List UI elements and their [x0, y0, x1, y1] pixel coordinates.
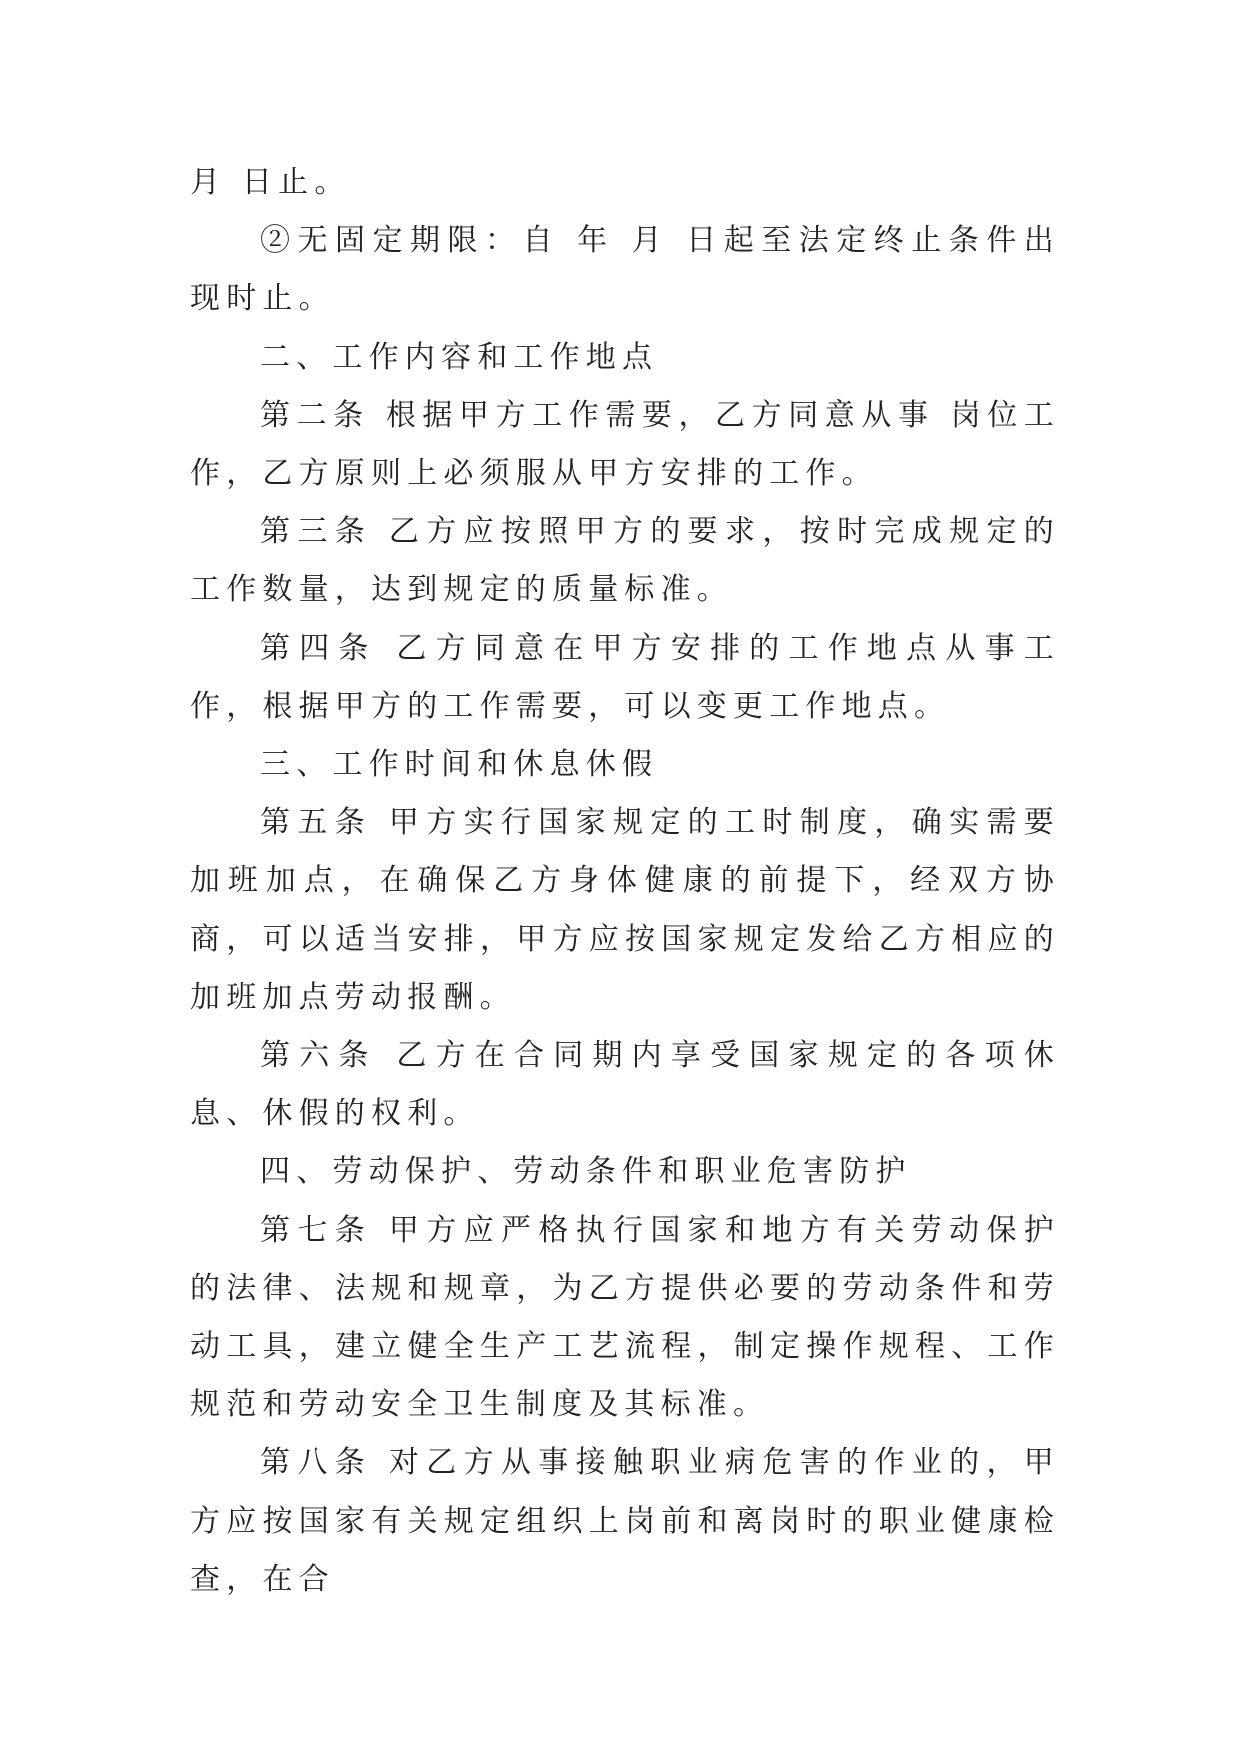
document-body [190, 154, 1060, 1609]
section-heading-work-content: 二、工作内容和工作地点 [260, 339, 659, 375]
article-8: 第八条 对乙方从事接触职业病危害的作业的，甲方应按国家有关规定组织上岗前和离岗时的职业健康检查，在合 [190, 1445, 1060, 1597]
article-6: 第六条 乙方在合同期内享受国家规定的各项休息、休假的权利。 [190, 1038, 1060, 1132]
section-heading-work-hours: 三、工作时间和休息休假 [260, 747, 659, 783]
article-4: 第四条 乙方同意在甲方安排的工作地点从事工作，根据甲方的工作需要，可以变更工作地点。 [190, 630, 1060, 724]
paragraph-open-ended-term: ②无固定期限：自 年 月 日起至法定终止条件出现时止。 [190, 223, 1060, 317]
article-3: 第三条 乙方应按照甲方的要求，按时完成规定的工作数量，达到规定的质量标准。 [190, 514, 1060, 608]
article-7: 第七条 甲方应严格执行国家和地方有关劳动保护的法律、法规和规章，为乙方提供必要的劳动条件和劳动工具，建立健全生产工艺流程，制定操作规程、工作规范和劳动安全卫生制度及其标准。 [190, 1212, 1060, 1423]
section-heading-labor-protection: 四、劳动保护、劳动条件和职业危害防护 [260, 1154, 912, 1190]
paragraph-term-end: 月 日止。 [190, 165, 351, 200]
article-5: 第五条 甲方实行国家规定的工时制度，确实需要加班加点，在确保乙方身体健康的前提下，经双方协商，可以适当安排，甲方应按国家规定发给乙方相应的加班加点劳动报酬。 [190, 805, 1060, 1015]
article-2: 第二条 根据甲方工作需要，乙方同意从事 岗位工作，乙方原则上必须服从甲方安排的工作。 [190, 397, 1060, 492]
